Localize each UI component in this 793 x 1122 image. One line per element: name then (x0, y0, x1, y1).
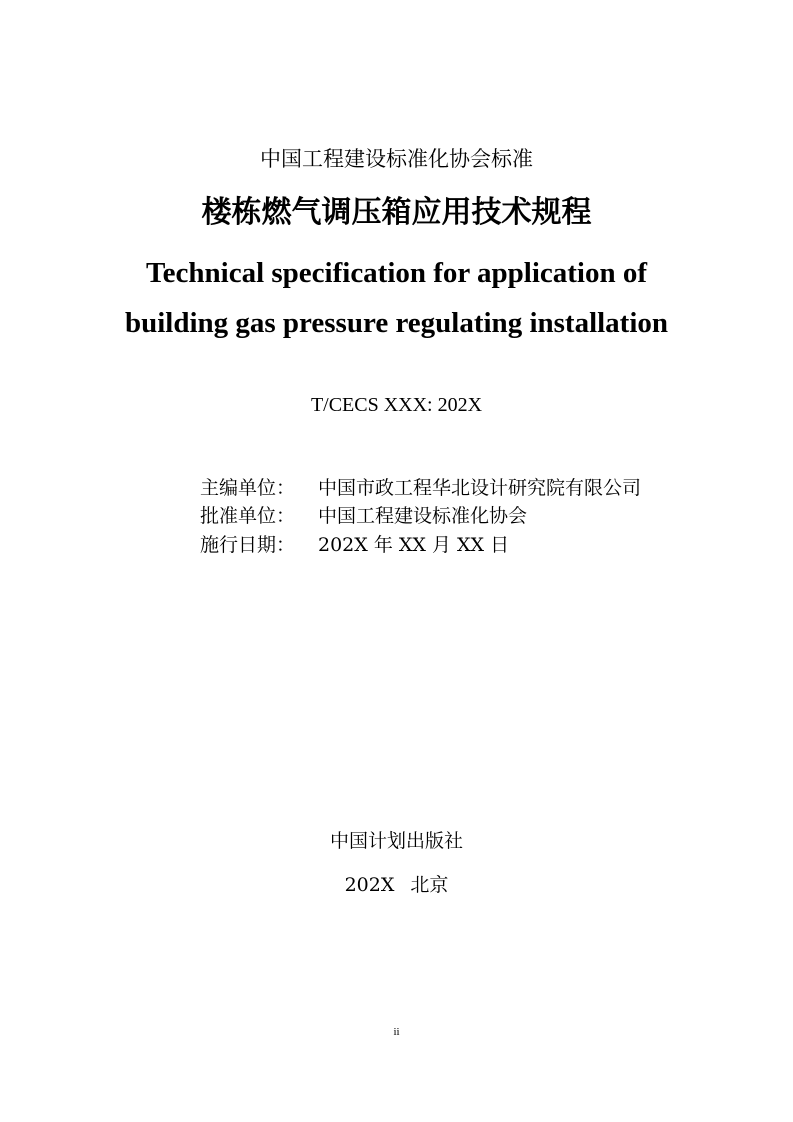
info-row-approval-unit (200, 503, 527, 530)
title-english-line-1: Technical specification for application of (145, 257, 648, 289)
info-label: 批准单位： (200, 505, 296, 527)
info-label: 主编单位： (200, 477, 296, 499)
page-number: ii (393, 1026, 400, 1038)
info-value: 中国工程建设标准化协会 (318, 505, 528, 527)
publication-year: 202X (344, 874, 395, 896)
standard-series: 中国工程建设标准化协会标准 (260, 147, 533, 171)
title-chinese: 楼栋燃气调压箱应用技术规程 (201, 195, 592, 230)
info-row-effective-date (200, 532, 509, 559)
info-row-chief-editor (200, 475, 641, 502)
info-label: 施行日期： (200, 534, 296, 556)
standard-code: T/CECS XXX: 202X (310, 394, 483, 416)
info-value: 中国市政工程华北设计研究院有限公司 (318, 477, 642, 499)
publication-place (0, 872, 793, 899)
info-value: 202X 年 XX 月 XX 日 (318, 534, 510, 556)
publisher: 中国计划出版社 (329, 830, 463, 852)
publication-city: 北京 (410, 874, 449, 896)
title-english-line-2: building gas pressure regulating installation (124, 307, 669, 339)
